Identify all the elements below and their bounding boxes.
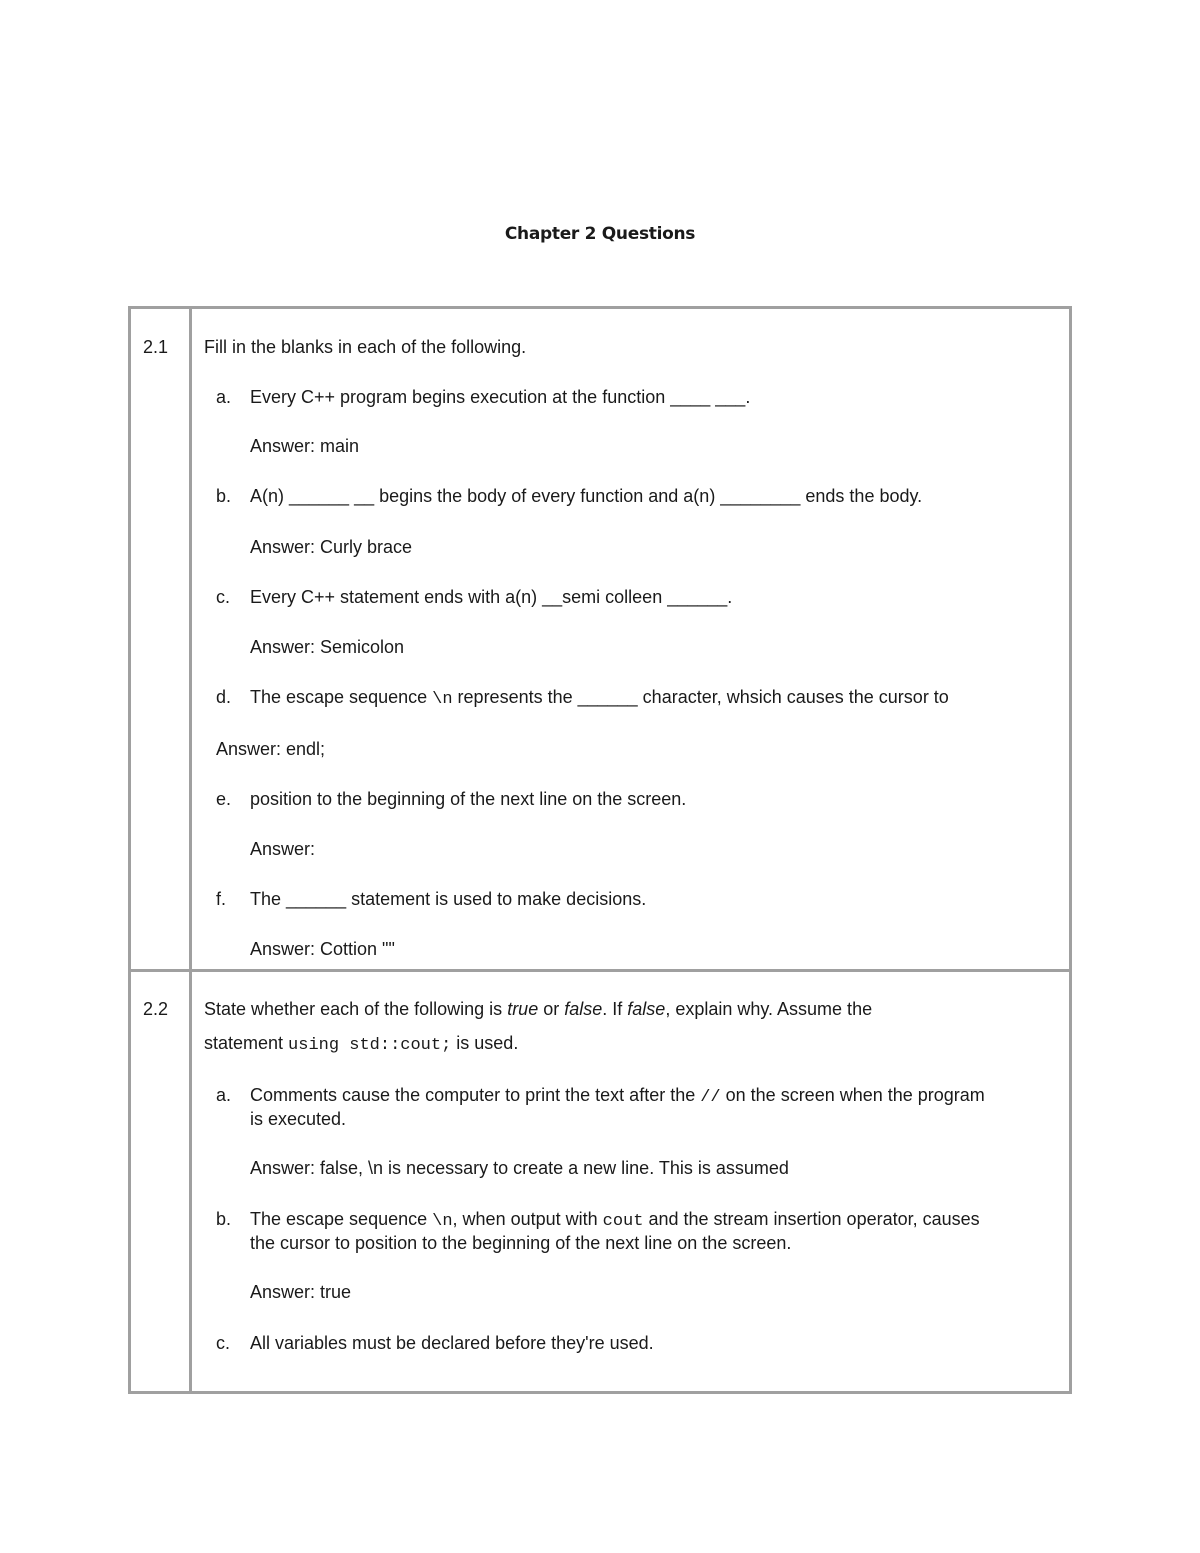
row-divider bbox=[131, 969, 1069, 972]
text-segment: and the stream insertion operator, causes bbox=[643, 1209, 980, 1229]
question-number: 2.2 bbox=[143, 999, 169, 1019]
emphasis-text: false bbox=[564, 999, 603, 1019]
item-text bbox=[250, 687, 949, 709]
text-segment: Comments cause the computer to print the text after the bbox=[250, 1085, 701, 1105]
text-segment: , explain why. Assume the bbox=[665, 999, 873, 1019]
text-segment: The escape sequence bbox=[250, 1209, 433, 1229]
item-text: Every C++ statement ends with a(n) __semi colleen ______. bbox=[250, 587, 733, 607]
item-text: Every C++ program begins execution at the function ____ ___. bbox=[250, 387, 751, 407]
text-segment: or bbox=[538, 999, 565, 1019]
item-text: All variables must be declared before they're used. bbox=[250, 1333, 654, 1353]
item-text: The ______ statement is used to make decisions. bbox=[250, 889, 647, 909]
column-divider bbox=[189, 309, 192, 1391]
answer-text: Answer: true bbox=[250, 1282, 352, 1302]
text-segment: The escape sequence bbox=[250, 687, 433, 707]
answer-text: Answer: main bbox=[250, 436, 360, 456]
text-segment: on the screen when the program bbox=[720, 1085, 985, 1105]
question-prompt bbox=[204, 999, 872, 1020]
item-label: c. bbox=[216, 1333, 231, 1353]
answer-text: Answer: Cottion "" bbox=[250, 939, 395, 959]
item-label: f. bbox=[216, 889, 227, 909]
code-snippet: \n bbox=[432, 690, 453, 709]
item-text bbox=[250, 1085, 985, 1107]
item-label: c. bbox=[216, 587, 231, 607]
code-snippet: // bbox=[700, 1088, 721, 1107]
question-prompt: Fill in the blanks in each of the following. bbox=[204, 337, 527, 357]
text-segment: represents the ______ character, whsich causes the cursor to bbox=[452, 687, 949, 707]
item-text bbox=[250, 1209, 980, 1231]
text-segment: State whether each of the following is bbox=[204, 999, 508, 1019]
text-segment: , when output with bbox=[452, 1209, 603, 1229]
code-snippet: cout bbox=[602, 1212, 644, 1231]
item-text: A(n) ______ __ begins the body of every function and a(n) ________ ends the body. bbox=[250, 486, 923, 506]
item-label: d. bbox=[216, 687, 232, 707]
answer-text: Answer: Curly brace bbox=[250, 537, 413, 557]
text-segment: . If bbox=[602, 999, 628, 1019]
item-label: b. bbox=[216, 486, 232, 506]
answer-text: Answer: Semicolon bbox=[250, 637, 405, 657]
answer-text: Answer: endl; bbox=[216, 739, 326, 759]
item-label: e. bbox=[216, 789, 232, 809]
code-snippet: using std::cout; bbox=[288, 1036, 452, 1055]
item-label: a. bbox=[216, 1085, 232, 1105]
code-snippet: \n bbox=[432, 1212, 453, 1231]
item-label: a. bbox=[216, 387, 232, 407]
item-text-line2: is executed. bbox=[250, 1109, 347, 1129]
question-number: 2.1 bbox=[143, 337, 169, 357]
page-title: Chapter 2 Questions bbox=[504, 224, 696, 244]
text-segment: is used. bbox=[451, 1033, 519, 1053]
item-label: b. bbox=[216, 1209, 232, 1229]
item-text: position to the beginning of the next line on the screen. bbox=[250, 789, 687, 809]
item-text-line2: the cursor to position to the beginning of the next line on the screen. bbox=[250, 1233, 792, 1253]
emphasis-text: false bbox=[627, 999, 666, 1019]
text-segment: statement bbox=[204, 1033, 289, 1053]
answer-text: Answer: false, \n is necessary to create a new line. This is assumed bbox=[250, 1158, 789, 1178]
questions-table bbox=[128, 306, 1072, 1394]
emphasis-text: true bbox=[507, 999, 539, 1019]
question-prompt-line2 bbox=[204, 1033, 518, 1055]
answer-text: Answer: bbox=[250, 839, 316, 859]
